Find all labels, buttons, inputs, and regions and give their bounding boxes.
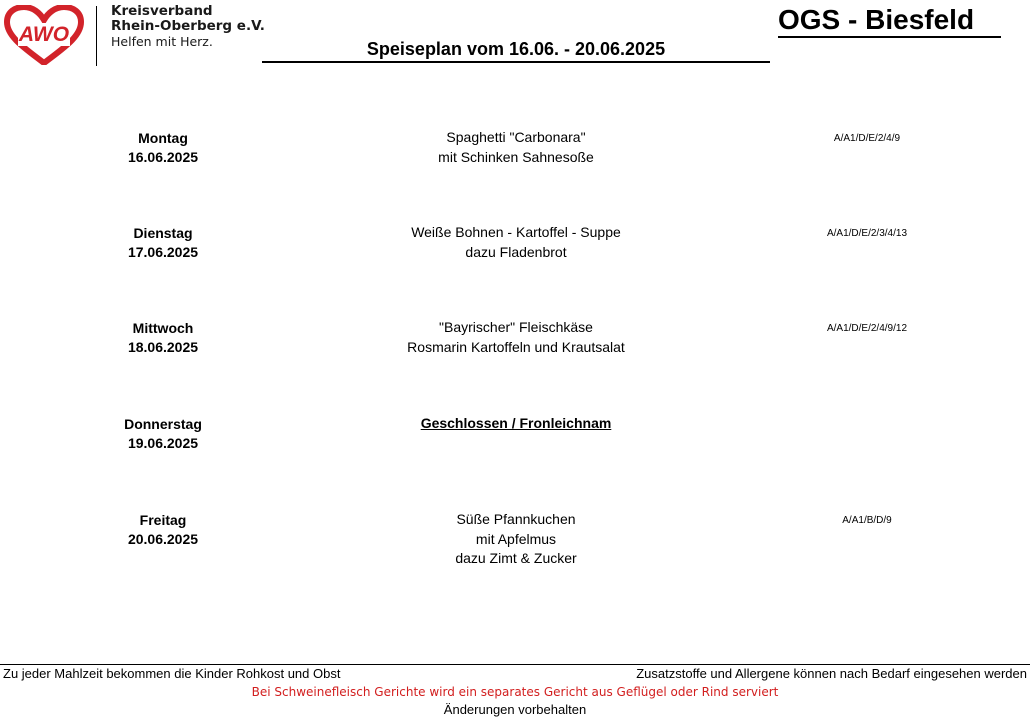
dish bbox=[316, 223, 716, 262]
day-name: Donnerstag bbox=[124, 416, 202, 432]
allergen-codes: A/A1/D/E/2/3/4/13 bbox=[826, 228, 908, 239]
allergen-codes: A/A1/B/D/9 bbox=[842, 515, 892, 526]
org-tagline: Helfen mit Herz. bbox=[111, 34, 213, 49]
allergen-codes: A/A1/D/E/2/4/9 bbox=[833, 133, 901, 144]
dish bbox=[316, 318, 716, 357]
day-date: 17.06.2025 bbox=[127, 244, 199, 260]
day-row-monday bbox=[0, 128, 1030, 188]
dish bbox=[316, 414, 716, 434]
day-date: 19.06.2025 bbox=[127, 435, 199, 451]
footer-divider bbox=[0, 664, 1030, 665]
dish bbox=[316, 510, 716, 569]
footer-rohkost-note: Zu jeder Mahlzeit bekommen die Kinder Rohkost und Obst bbox=[3, 666, 341, 681]
dish-line: dazu Fladenbrot bbox=[465, 243, 567, 260]
dish-line: mit Schinken Sahnesoße bbox=[438, 148, 594, 165]
organization-name bbox=[111, 4, 265, 49]
day-row-tuesday bbox=[0, 223, 1030, 283]
closed-notice: Geschlossen / Fronleichnam bbox=[420, 415, 612, 431]
awo-heart-logo bbox=[4, 5, 86, 65]
footer-allergen-note: Zusatzstoffe und Allergene können nach Bedarf eingesehen werden bbox=[636, 666, 1027, 681]
logo-divider bbox=[96, 6, 97, 66]
site-title: OGS - Biesfeld bbox=[778, 3, 1001, 38]
day-row-thursday bbox=[0, 414, 1030, 474]
day-name: Freitag bbox=[139, 512, 187, 528]
org-line2: Rhein-Oberberg e.V. bbox=[111, 18, 265, 34]
footer-changes-note: Änderungen vorbehalten bbox=[443, 702, 587, 717]
day-name: Mittwoch bbox=[132, 320, 194, 336]
dish-line: dazu Zimt & Zucker bbox=[455, 550, 577, 566]
dish-line: mit Apfelmus bbox=[475, 530, 557, 547]
dish bbox=[316, 128, 716, 167]
day-name: Dienstag bbox=[133, 225, 193, 241]
allergen-codes: A/A1/D/E/2/4/9/12 bbox=[826, 323, 908, 334]
org-line1: Kreisverband bbox=[111, 3, 213, 19]
dish-line: Süße Pfannkuchen bbox=[456, 511, 576, 527]
dish-line: Spaghetti "Carbonara" bbox=[446, 129, 586, 145]
logo-text: AWO bbox=[18, 23, 70, 46]
day-name: Montag bbox=[138, 130, 188, 146]
day-date: 16.06.2025 bbox=[127, 149, 199, 165]
day-row-friday bbox=[0, 510, 1030, 570]
dish-line: Weiße Bohnen - Kartoffel - Suppe bbox=[411, 224, 621, 240]
plan-title: Speiseplan vom 16.06. - 20.06.2025 bbox=[262, 37, 770, 63]
day-date: 18.06.2025 bbox=[127, 339, 199, 355]
day-date: 20.06.2025 bbox=[127, 531, 199, 547]
dish-line: Rosmarin Kartoffeln und Krautsalat bbox=[407, 338, 625, 355]
day-row-wednesday bbox=[0, 318, 1030, 378]
dish-line: "Bayrischer" Fleischkäse bbox=[439, 319, 593, 335]
footer-pork-note: Bei Schweinefleisch Gerichte wird ein separates Gericht aus Geflügel oder Rind serviert bbox=[251, 685, 779, 699]
